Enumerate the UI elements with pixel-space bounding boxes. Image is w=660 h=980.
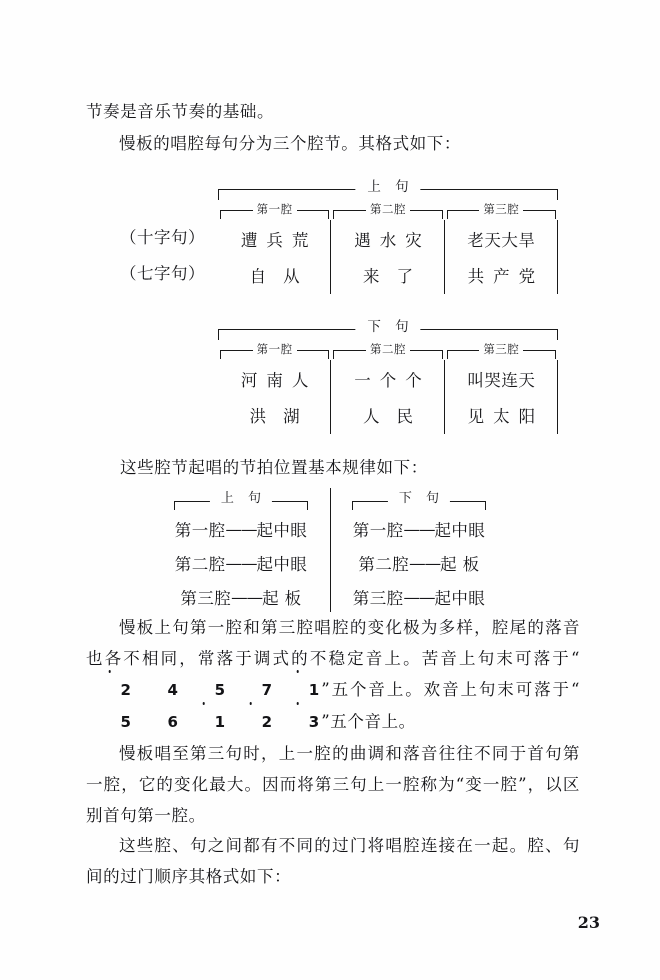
rules-cell-shang-2 bbox=[152, 546, 330, 580]
table-row bbox=[218, 361, 558, 397]
lyric-cell: 河南人 bbox=[218, 361, 331, 397]
rules-qiang-label: 第三腔 bbox=[352, 589, 404, 608]
bracket-label-xia-ju: 下 句 bbox=[355, 317, 420, 337]
bracket-tick-left bbox=[447, 350, 448, 359]
sub-bracket-label: 第一腔 bbox=[253, 199, 297, 219]
rules-table bbox=[152, 488, 508, 614]
rules-dash: —— bbox=[225, 519, 257, 539]
lyric-cell: 自从 bbox=[218, 257, 331, 293]
paragraph-intro-line: 节奏是音乐节奏的基础。 bbox=[86, 102, 275, 121]
page-number: 23 bbox=[577, 913, 600, 932]
bracket-tick-left bbox=[174, 501, 175, 510]
jianpu-note-dotted: 1 bbox=[180, 707, 227, 738]
rules-bracket-label-xia-ju: 下 句 bbox=[388, 489, 450, 508]
sub-bracket-qiang-3 bbox=[445, 340, 558, 360]
lyric-cell: 来了 bbox=[331, 257, 444, 293]
bracket-tick-right bbox=[442, 210, 443, 219]
sub-brackets-shang-ju bbox=[218, 200, 558, 220]
lyric-cell: 叫哭连天 bbox=[445, 361, 558, 397]
paragraph-rules-intro: 这些腔节起唱的节拍位置基本规律如下： bbox=[120, 458, 428, 477]
rules-table-body bbox=[152, 512, 508, 614]
sub-bracket-qiang-1 bbox=[218, 200, 331, 220]
jianpu-note: 5 bbox=[214, 681, 226, 699]
jianpu-note-dotted: 1 bbox=[274, 675, 321, 706]
jianpu-note: 4 bbox=[167, 681, 179, 699]
rules-cell-shang-1 bbox=[152, 512, 330, 546]
rules-cell-shang-3 bbox=[152, 580, 330, 614]
falling-tone-text-2: ”五个音上。欢音上句末可落于“ bbox=[321, 680, 580, 699]
rules-head-xia-ju bbox=[330, 488, 508, 512]
row-labels-shang-ju bbox=[120, 220, 216, 292]
rules-qiang-label: 第一腔 bbox=[174, 521, 226, 540]
paragraph-falling-tone bbox=[86, 612, 580, 738]
rules-position-label: 起 板 bbox=[262, 589, 302, 608]
rules-qiang-label: 第二腔 bbox=[358, 555, 410, 574]
bracket-tick-left bbox=[218, 329, 219, 340]
sub-bracket-qiang-1 bbox=[218, 340, 331, 360]
bracket-tick-right bbox=[555, 210, 556, 219]
paragraph-bian-yi-qiang: 慢板唱至第三句时，上一腔的曲调和落音往往不同于首句第一腔，它的变化最大。因而将第三句上一腔称为“变一腔”，以区别首句第一腔。 bbox=[86, 744, 580, 825]
sub-bracket-qiang-2 bbox=[331, 200, 444, 220]
bracket-tick-right bbox=[307, 501, 308, 510]
rules-dash: —— bbox=[409, 553, 441, 573]
row-label-seven-char: （七字句） bbox=[120, 264, 205, 283]
rules-cell-xia-1 bbox=[330, 512, 508, 546]
rules-head-shang-ju bbox=[152, 488, 330, 512]
rules-column-divider bbox=[330, 488, 331, 612]
falling-tone-text-3: ”五个音上。 bbox=[321, 712, 416, 731]
paragraph-guomen: 这些腔、句之间都有不同的过门将唱腔连接在一起。腔、句间的过门顺序其格式如下： bbox=[86, 836, 580, 886]
sub-bracket-label: 第三腔 bbox=[479, 339, 523, 359]
bracket-tick-right bbox=[557, 329, 558, 340]
paragraph-format-intro: 慢板的唱腔每句分为三个腔节。其格式如下： bbox=[119, 134, 461, 153]
sub-bracket-qiang-3 bbox=[445, 200, 558, 220]
rules-position-label: 起中眼 bbox=[434, 589, 486, 608]
jianpu-note-dotted: 3 bbox=[274, 707, 321, 738]
bracket-tick-right bbox=[557, 189, 558, 200]
bracket-tick-left bbox=[220, 350, 221, 359]
bracket-tick-right bbox=[442, 350, 443, 359]
bracket-label-shang-ju: 上 句 bbox=[355, 177, 420, 197]
jianpu-notation-huanyin bbox=[86, 712, 321, 731]
outer-bracket-xia-ju bbox=[218, 318, 558, 340]
lyric-cell: 洪湖 bbox=[218, 397, 331, 433]
rules-dash: —— bbox=[231, 587, 263, 607]
phrase-grid-xia-ju bbox=[218, 318, 558, 433]
sub-bracket-label: 第二腔 bbox=[366, 339, 410, 359]
bracket-tick-left bbox=[333, 350, 334, 359]
rules-position-label: 起 板 bbox=[440, 555, 480, 574]
sub-brackets-xia-ju bbox=[218, 340, 558, 360]
bracket-tick-left bbox=[220, 210, 221, 219]
lyric-cell: 一个个 bbox=[331, 361, 444, 397]
rules-cell-xia-3 bbox=[330, 580, 508, 614]
rules-qiang-label: 第一腔 bbox=[352, 521, 404, 540]
jianpu-note: 7 bbox=[261, 681, 273, 699]
jianpu-note-dotted: 2 bbox=[227, 707, 274, 738]
lyric-cell: 遇水灾 bbox=[331, 221, 444, 257]
bracket-tick-right bbox=[328, 210, 329, 219]
rules-qiang-label: 第三腔 bbox=[180, 589, 232, 608]
bracket-tick-right bbox=[555, 350, 556, 359]
rules-position-label: 起中眼 bbox=[434, 521, 486, 540]
cell-rows-xia-ju bbox=[218, 361, 558, 433]
table-row bbox=[218, 397, 558, 433]
sub-bracket-label: 第二腔 bbox=[366, 199, 410, 219]
rules-qiang-label: 第二腔 bbox=[174, 555, 226, 574]
jianpu-notation-kuyin bbox=[86, 680, 321, 699]
sub-bracket-label: 第一腔 bbox=[253, 339, 297, 359]
bracket-tick-left bbox=[447, 210, 448, 219]
jianpu-note-dotted: 2 bbox=[86, 675, 133, 706]
sub-bracket-label: 第三腔 bbox=[479, 199, 523, 219]
rules-dash: —— bbox=[225, 553, 257, 573]
lyric-cell: 人民 bbox=[331, 397, 444, 433]
jianpu-note: 5 bbox=[120, 713, 132, 731]
cell-rows-shang-ju bbox=[218, 221, 558, 293]
rules-bracket-label-shang-ju: 上 句 bbox=[210, 489, 272, 508]
bracket-tick-left bbox=[352, 501, 353, 510]
lyric-cell: 见太阳 bbox=[445, 397, 558, 433]
rules-dash: —— bbox=[403, 519, 435, 539]
rules-cell-xia-2 bbox=[330, 546, 508, 580]
sub-bracket-qiang-2 bbox=[331, 340, 444, 360]
lyric-cell: 老天大旱 bbox=[445, 221, 558, 257]
rules-position-label: 起中眼 bbox=[256, 521, 308, 540]
bracket-tick-right bbox=[328, 350, 329, 359]
bracket-tick-left bbox=[218, 189, 219, 200]
rules-dash: —— bbox=[403, 587, 435, 607]
row-label-ten-char: （十字句） bbox=[120, 228, 205, 247]
falling-tone-text-1: 慢板上句第一腔和第三腔唱腔的变化极为多样，腔尾的落音也各不相同，常落于调式的不稳定音上。苦音上句末可落于“ bbox=[86, 618, 580, 668]
jianpu-note: 6 bbox=[167, 713, 179, 731]
lyric-cell: 共产党 bbox=[445, 257, 558, 293]
table-row bbox=[218, 221, 558, 257]
outer-bracket-shang-ju bbox=[218, 178, 558, 200]
lyric-cell: 遭兵荒 bbox=[218, 221, 331, 257]
phrase-grid-shang-ju bbox=[218, 178, 558, 293]
bracket-tick-right bbox=[485, 501, 486, 510]
rules-position-label: 起中眼 bbox=[256, 555, 308, 574]
bracket-tick-left bbox=[333, 210, 334, 219]
table-row bbox=[218, 257, 558, 293]
